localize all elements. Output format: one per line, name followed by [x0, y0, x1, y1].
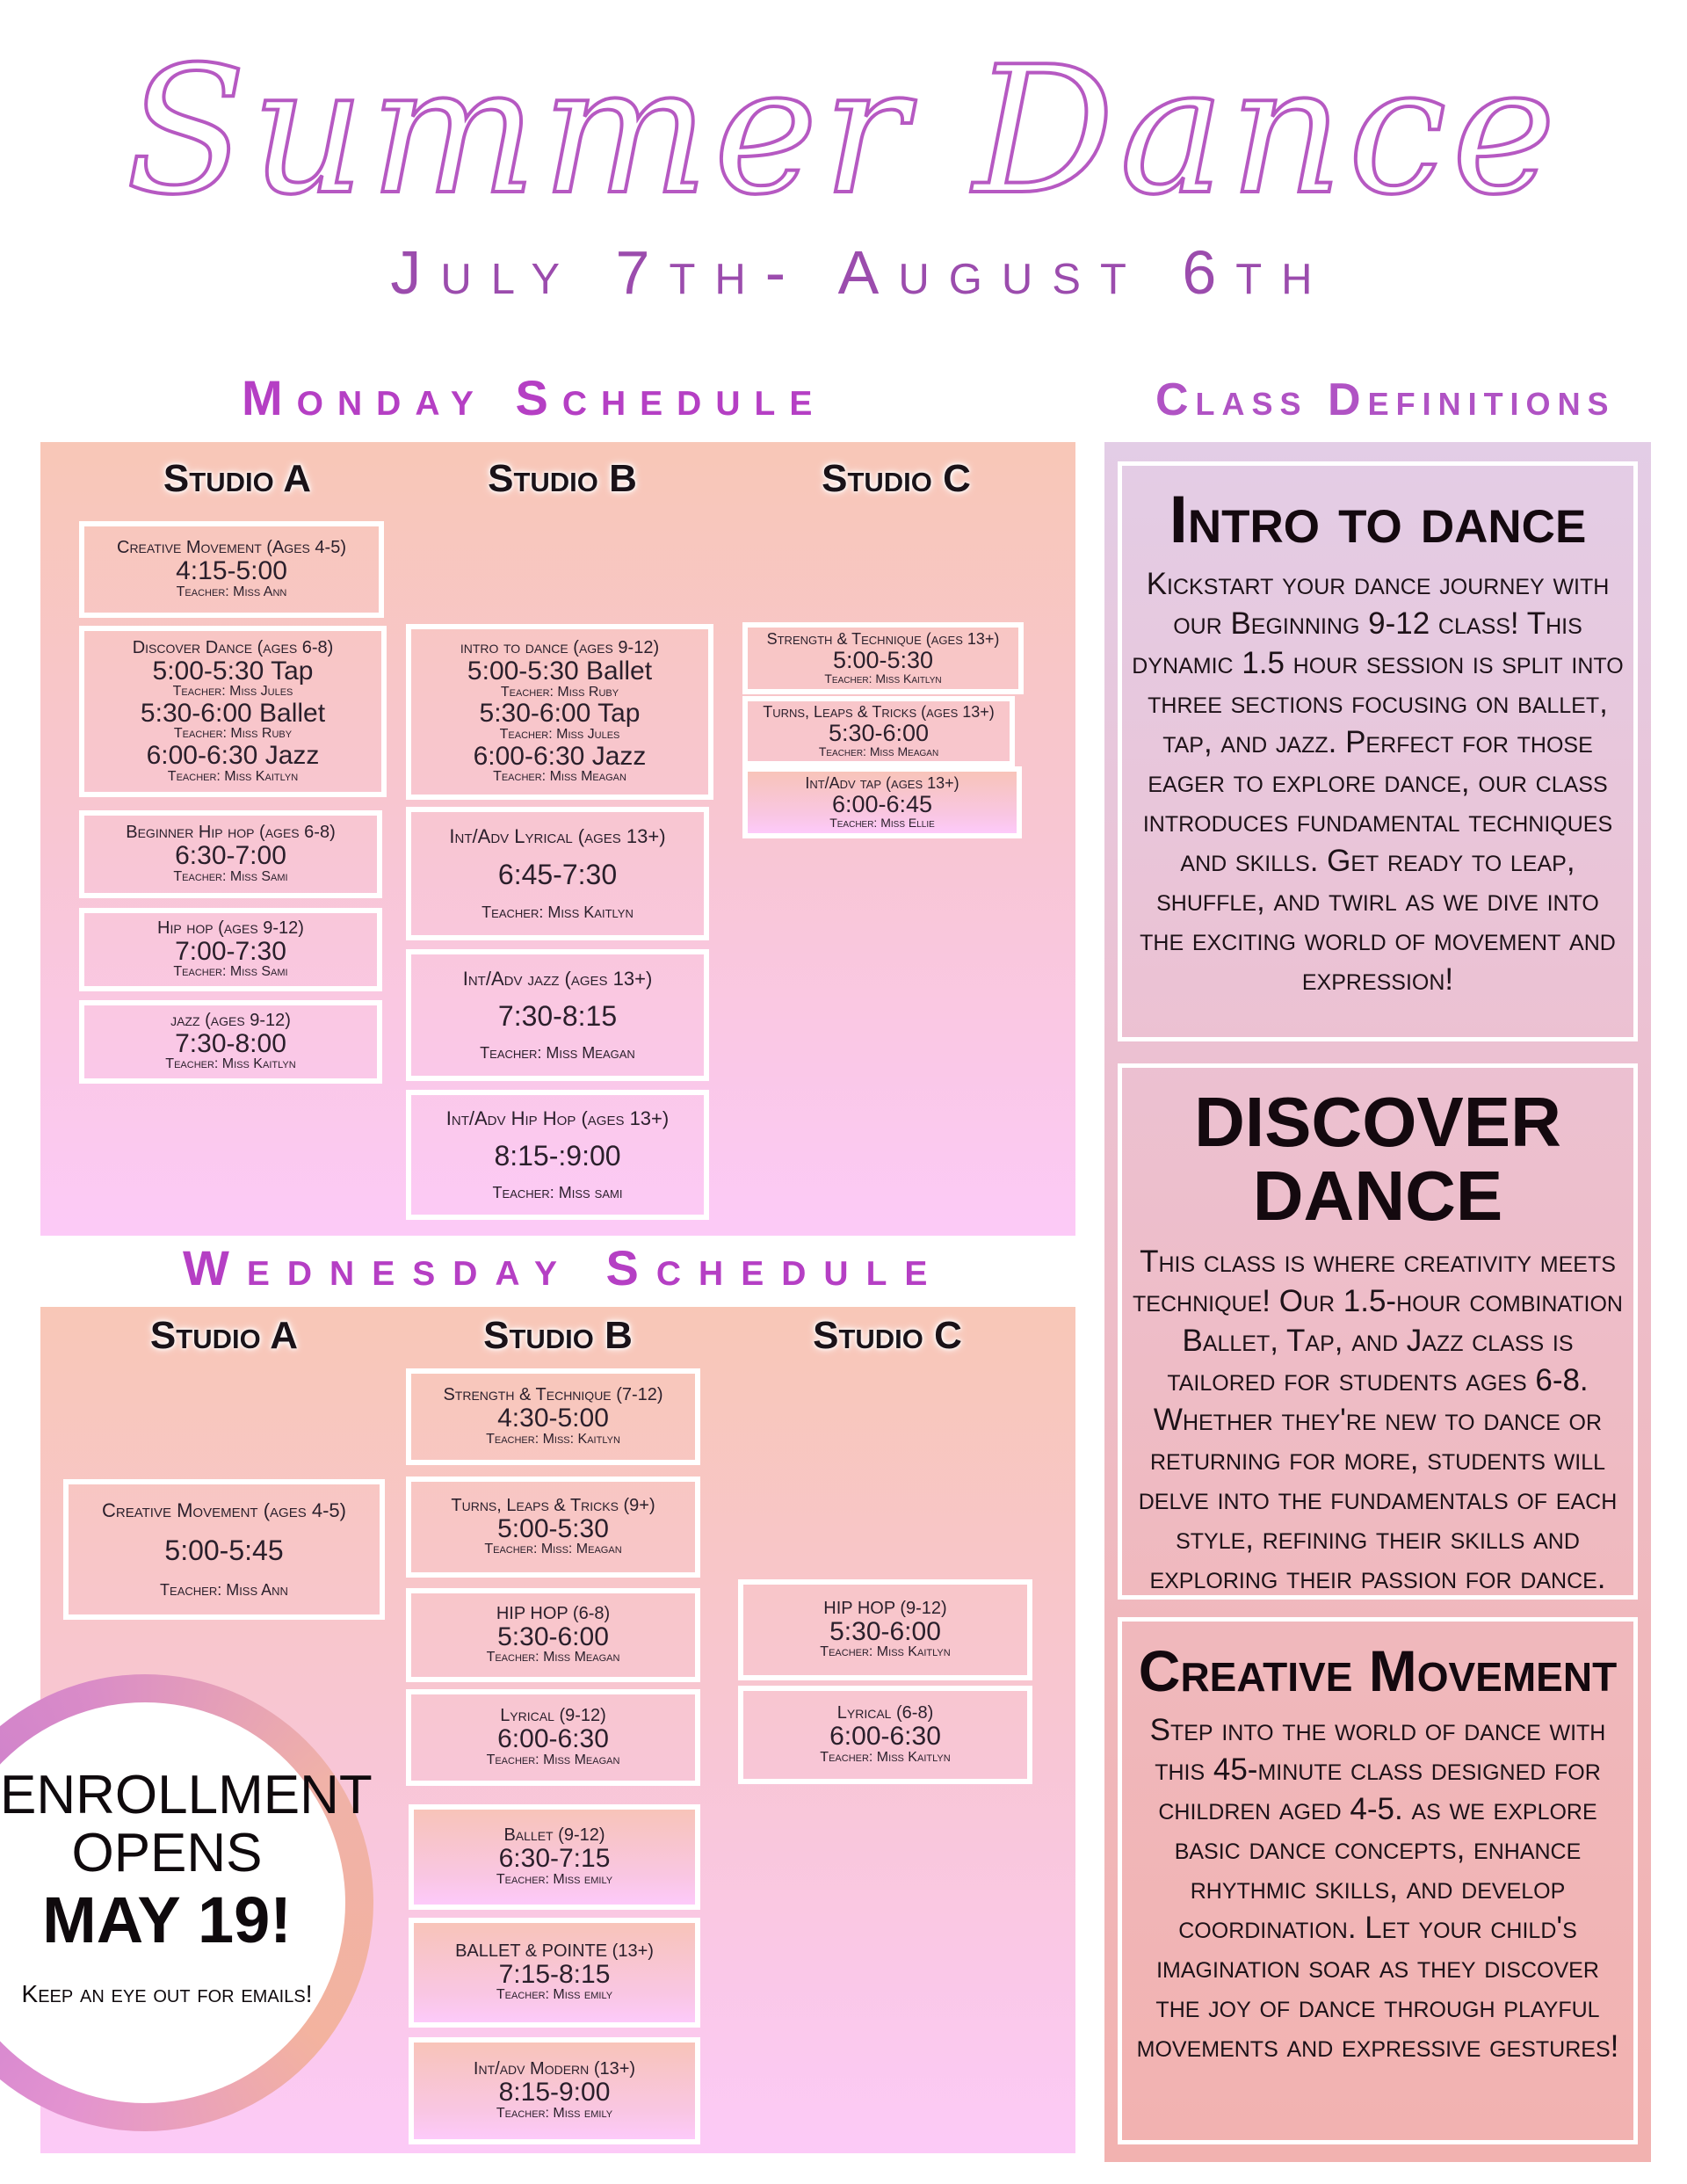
class-time: 6:00-6:30: [497, 1724, 609, 1754]
definition-text: Kickstart your dance journey with our Beginning 9-12 class! This dynamic 1.5 hour session is split into three sections focusing on ballet, tap, and jazz. Perfect for those eager to explore dance, our class introduces fundamental techniques and skills. Get ready to leap, shuffle, and twirl as we dive into the exciting world of movement and expression!: [1132, 566, 1624, 997]
class-teacher: Teacher: Miss: Meagan: [484, 1542, 622, 1557]
class-time: 5:00-5:30: [832, 646, 934, 673]
class-block: [406, 1368, 700, 1465]
class-name: Int/Adv Hip Hop (ages 13+): [445, 1107, 670, 1130]
class-time: 6:30-7:00: [175, 841, 286, 871]
class-name: HIP HOP (6-8): [496, 1603, 611, 1623]
class-teacher: Teacher: Miss emily: [496, 1987, 613, 2003]
class-block: [63, 1479, 385, 1620]
class-block: [79, 1000, 382, 1084]
monday-studio-a-label: Studio A: [163, 457, 312, 500]
class-block: [79, 908, 382, 991]
class-name: Strength & Technique (7-12): [443, 1385, 663, 1405]
class-name: Strength & Technique (ages 13+): [766, 630, 1000, 649]
wednesday-studio-c-label: Studio C: [813, 1314, 962, 1357]
class-teacher: Teacher: Miss Meagan: [486, 1650, 620, 1665]
class-time: 4:15-5:00: [176, 556, 287, 586]
class-time: 5:00-5:30 Tap: [152, 656, 314, 686]
class-teacher: Teacher: Miss Meagan: [480, 1044, 635, 1063]
class-teacher: Teacher: Miss Kaitlyn: [824, 671, 942, 686]
class-teacher: Teacher: Miss Ruby: [173, 726, 293, 742]
class-block: [409, 1804, 700, 1910]
class-time: 8:15-9:00: [498, 2078, 611, 2108]
class-time: 7:15-8:15: [498, 1959, 611, 1989]
class-name: Beginner Hip hop (ages 6-8): [126, 823, 336, 843]
class-time: 5:30-6:00: [497, 1622, 609, 1651]
class-name: HIP HOP (9-12): [823, 1598, 947, 1618]
class-teacher: Teacher: Miss Kaitlyn: [820, 1644, 951, 1660]
monday-studio-c-label: Studio C: [822, 457, 971, 500]
class-teacher: Teacher: Miss sami: [492, 1183, 623, 1201]
class-teacher: Teacher: Miss Kaitlyn: [167, 768, 299, 784]
definition-text: Step into the world of dance with this 45-minute class designed for children aged 4-5. as we explore basic dance concepts, enhance rhythmic skills, and develop coordination. Let your child's imagination soar as they discover the joy of dance through playful movements and expressive gestures!: [1136, 1713, 1619, 2064]
class-time: 6:30-7:15: [498, 1844, 611, 1874]
class-name: Int/Adv tap (ages 13+): [805, 774, 959, 793]
definition-title: Creative Movement: [1138, 1638, 1618, 1703]
class-block: [406, 1477, 700, 1578]
class-block: [79, 521, 384, 618]
class-teacher: Teacher: Miss Jules: [499, 726, 620, 742]
class-name: jazz (ages 9-12): [170, 1010, 291, 1030]
class-teacher: Teacher: Miss Sami: [173, 964, 288, 980]
class-block: [409, 1918, 700, 2028]
class-name: Hip hop (ages 9-12): [157, 918, 304, 938]
class-block: [406, 949, 709, 1081]
class-time: 7:30-8:00: [175, 1028, 286, 1058]
page-title: Summer Dance: [126, 29, 1561, 234]
class-teacher: Teacher: Miss Ann: [176, 584, 287, 599]
class-name: BALLET & POINTE (13+): [455, 1941, 654, 1961]
class-block: [409, 2037, 700, 2144]
enrollment-badge-text: [0, 1765, 373, 2011]
class-teacher: Teacher: Miss Sami: [173, 868, 288, 884]
enrollment-date: MAY 19!: [42, 1883, 292, 1956]
class-name: Lyrical (6-8): [836, 1703, 934, 1723]
class-time: 5:30-6:00: [828, 719, 930, 746]
class-block: [742, 622, 1024, 694]
date-range: July 7th- August 6th: [390, 238, 1332, 307]
definition-card-creative-movement: [1118, 1617, 1638, 2144]
class-teacher: Teacher: Miss Jules: [172, 684, 293, 700]
class-block: [406, 807, 709, 940]
wednesday-studio-b-label: Studio B: [483, 1314, 633, 1357]
class-time: 8:15-:9:00: [494, 1140, 621, 1172]
definition-text: This class is where creativity meets technique! Our 1.5-hour combination Ballet, Tap, and Jazz class is tailored for students ages 6-8. Whether they're new to dance or returning for more, students will delve into the fundamentals of each style, refining their skills and exploring their passion for dance.: [1133, 1244, 1623, 1595]
class-name: Creative Movement (ages 4-5): [102, 1499, 346, 1522]
definition-title: Intro to dance: [1169, 483, 1587, 557]
class-name: intro to dance (ages 9-12): [460, 638, 660, 658]
class-block: [79, 810, 382, 898]
class-time: 6:00-6:30 Jazz: [146, 741, 320, 771]
class-time: 6:00-6:30 Jazz: [473, 741, 647, 771]
definition-card-intro-to-dance: [1118, 461, 1638, 1041]
class-block: [738, 1579, 1032, 1680]
class-time: 6:00-6:30: [829, 1722, 941, 1752]
monday-schedule-heading: Monday Schedule: [242, 370, 827, 425]
wednesday-schedule-heading: Wednesday Schedule: [183, 1240, 945, 1295]
class-time: 5:00-5:45: [164, 1535, 284, 1567]
class-time: 5:30-6:00 Ballet: [140, 698, 326, 728]
class-block: [406, 1689, 700, 1786]
class-block: [742, 766, 1022, 838]
class-name: Lyrical (9-12): [500, 1706, 606, 1726]
class-name: Turns, Leaps & Tricks (ages 13+): [763, 703, 995, 722]
class-name: Int/Adv jazz (ages 13+): [462, 967, 653, 990]
wednesday-studio-a-label: Studio A: [149, 1314, 299, 1357]
class-name: Ballet (9-12): [503, 1825, 605, 1846]
class-block: [406, 1588, 700, 1682]
monday-studio-b-label: Studio B: [488, 457, 637, 500]
class-teacher: Teacher: Miss Ruby: [500, 684, 619, 700]
class-block: [406, 624, 713, 800]
enrollment-line: OPENS: [71, 1823, 263, 1883]
class-time: 5:00-5:30: [497, 1513, 609, 1543]
class-teacher: Teacher: Miss Meagan: [486, 1752, 620, 1767]
class-teacher: Teacher: Miss Kaitlyn: [165, 1056, 296, 1072]
class-name: Int/Adv Lyrical (ages 13+): [449, 825, 666, 848]
class-name: Int/adv Modern (13+): [473, 2059, 636, 2079]
class-teacher: Teacher: Miss Ann: [160, 1580, 288, 1599]
class-teacher: Teacher: Miss emily: [496, 2105, 613, 2121]
class-teacher: Teacher: Miss Kaitlyn: [481, 903, 634, 921]
class-time: 6:45-7:30: [497, 859, 618, 891]
class-teacher: Teacher: Miss emily: [496, 1871, 613, 1887]
class-teacher: Teacher: Miss Meagan: [493, 769, 626, 785]
class-time: 5:30-6:00: [829, 1616, 941, 1646]
class-teacher: Teacher: Miss: Kaitlyn: [486, 1431, 620, 1447]
class-teacher: Teacher: Miss Kaitlyn: [820, 1749, 951, 1765]
enrollment-line: ENROLLMENT: [0, 1765, 373, 1825]
class-name: Turns, Leaps & Tricks (9+): [451, 1495, 655, 1515]
class-teacher: Teacher: Miss Meagan: [818, 744, 939, 759]
class-name: Discover Dance (ages 6-8): [132, 637, 334, 657]
definition-title: DISCOVER DANCE: [1194, 1083, 1561, 1235]
class-time: 5:00-5:30 Ballet: [467, 657, 653, 686]
class-block: [79, 626, 387, 797]
enrollment-note: Keep an eye out for emails!: [21, 1980, 313, 2007]
class-time: 5:30-6:00 Tap: [479, 699, 641, 729]
class-block: [406, 1090, 709, 1220]
class-block: [742, 696, 1015, 766]
class-name: Creative Movement (Ages 4-5): [117, 538, 346, 558]
class-definitions-heading: Class Definitions: [1155, 374, 1616, 425]
class-teacher: Teacher: Miss Ellie: [829, 816, 935, 831]
class-time: 4:30-5:00: [497, 1404, 609, 1433]
class-block: [738, 1686, 1032, 1784]
definition-card-discover-dance: [1118, 1063, 1638, 1600]
class-time: 7:30-8:15: [497, 1000, 618, 1033]
class-time: 6:00-6:45: [831, 790, 933, 817]
class-time: 7:00-7:30: [175, 936, 286, 966]
